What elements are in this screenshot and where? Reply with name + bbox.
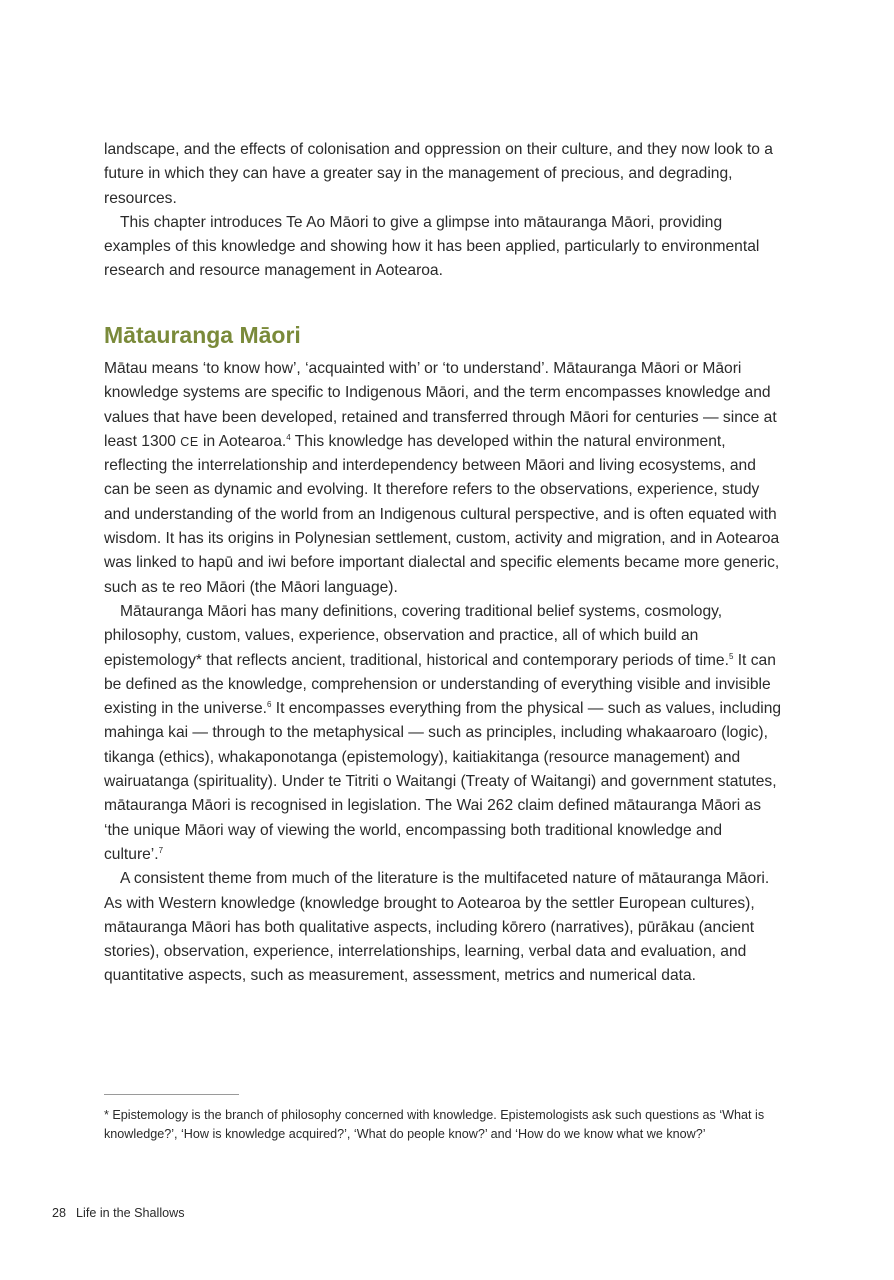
section-paragraph-3: A consistent theme from much of the literature is the multifaceted nature of mātauranga Māori. As with Western knowledge (knowledge brought to Aotearoa by the settler European cultures), mātauranga Māori has both qualitative aspects, including kōrero (narratives), pūrākau (ancient stories), observation, experience, interrelationships, learning, verbal data and evaluation, and quantitative aspects, such as measurement, assessment, metrics and numerical data. — [104, 870, 770, 985]
endnote-ref-6: 6 — [266, 700, 272, 710]
intro-paragraph-1: landscape, and the effects of colonisation and oppression on their culture, and they now look to a future in which they can have a greater say in the management of precious, and degrading, resources. — [104, 141, 773, 207]
intro-paragraph-2: This chapter introduces Te Ao Māori to give a glimpse into mātauranga Māori, providing examples of this knowledge and showing how it has been applied, particularly to environmental research and resource management in Aotearoa. — [104, 213, 760, 280]
paragraph-2-part-b: It can be defined as the knowledge, comprehension or understanding of everything visible and invisible existing in the universe. — [104, 651, 776, 718]
page-footer — [52, 1206, 185, 1220]
paragraph-1-part-b: in Aotearoa. — [198, 432, 287, 450]
section-heading: Mātauranga Māori — [104, 322, 301, 348]
section-paragraph-2 — [104, 600, 784, 867]
endnote-ref-4: 4 — [286, 432, 291, 442]
endnote-ref-7: 7 — [158, 845, 164, 855]
endnote-ref-5: 5 — [728, 651, 734, 661]
era-label: CE — [180, 434, 199, 449]
section-body — [104, 357, 784, 989]
paragraph-1-part-a: Mātau means ‘to know how’, ‘acquainted with’ or ‘to understand’. Mātauranga Māori or Māori knowledge systems are specific to Indigenous Māori, and the term encompasses knowledge and values that have been developed, retained and transferred through Māori for centuries — since at least 1300 — [104, 360, 777, 450]
footnote-divider — [104, 1094, 239, 1095]
page-number: 28 — [52, 1206, 67, 1220]
footnote: * Epistemology is the branch of philosophy concerned with knowledge. Epistemologists ask such questions as ‘What is knowledge?’, ‘How is knowledge acquired?’, ‘What do people know?’ and ‘How do we know what we know?’ — [104, 1108, 765, 1141]
paragraph-2-part-c: It encompasses everything from the physical — such as values, including mahinga kai — through to the metaphysical — such as principles, including whakaaroaro (logic), tikanga (ethics), whakaponotanga (epistemology), kaitiakitanga (resource management) and wairuatanga (spirituality). Under te Titriti o Waitangi (Treaty of Waitangi) and government statutes, mātauranga Māori is recognised in legislation. The Wai 262 claim defined mātauranga Māori as ‘the unique Māori way of viewing the world, encompassing both traditional knowledge and culture’. — [104, 700, 782, 863]
paragraph-1-part-c: This knowledge has developed within the natural environment, reflecting the interrelationship and interdependency between Māori and living ecosystems, and can be seen as dynamic and evolving. It therefore refers to the observations, experience, study and understanding of the world from an Indigenous cultural perspective, and is often equated with wisdom. It has its origins in Polynesian settlement, custom, activity and migration, and in Aotearoa was linked to hapū and iwi before important dialectal and specific elements became more generic, such as te reo Māori (the Māori language). — [104, 432, 780, 596]
section-paragraph-1 — [104, 357, 784, 600]
intro-text — [104, 138, 784, 284]
paragraph-2-part-a: Mātauranga Māori has many definitions, covering traditional belief systems, cosmology, philosophy, custom, values, experience, observation and practice, all of which build an epistemology* that reflects ancient, traditional, historical and contemporary periods of time. — [104, 602, 729, 669]
book-title: Life in the Shallows — [76, 1206, 185, 1220]
